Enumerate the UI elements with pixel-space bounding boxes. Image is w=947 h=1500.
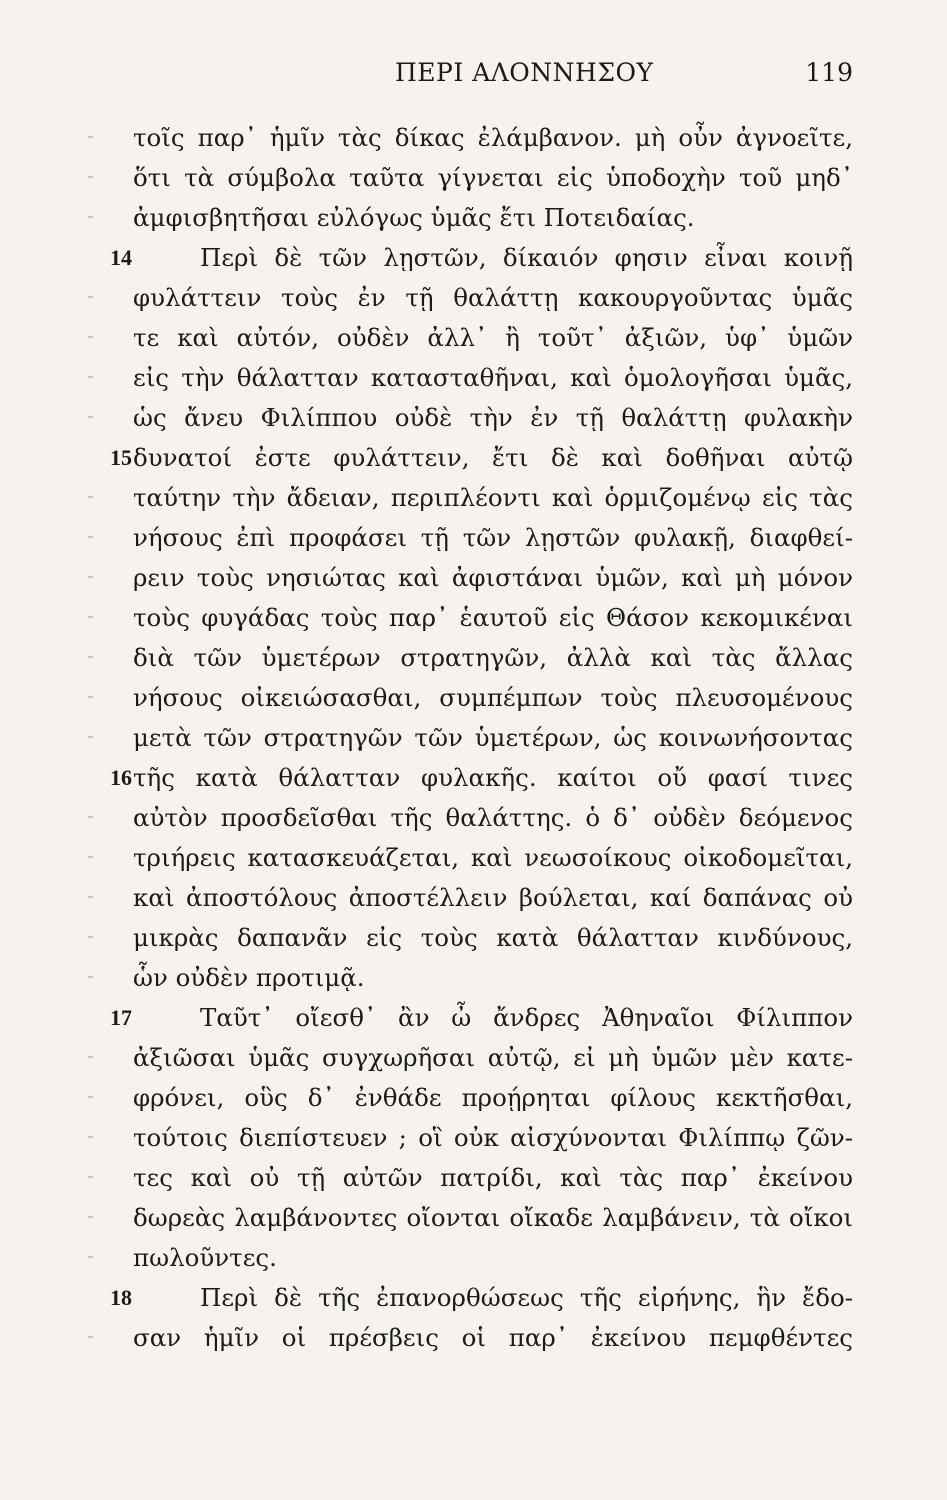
- margin-mark: [88, 576, 93, 578]
- text-line: [0, 242, 947, 282]
- text-line: [0, 1082, 947, 1122]
- line-text: ἀμφισβητῆσαι εὐλόγως ὑμᾶς ἔτι Ποτειδαίας.: [133, 203, 695, 232]
- text-line: [0, 202, 947, 242]
- line-text: Ταῦτ᾽ οἴεσθ᾽ ἂν ὦ ἄνδρες Ἀθηναῖοι Φίλιππον: [200, 1003, 853, 1032]
- text-line: [0, 282, 947, 322]
- margin-mark: [88, 376, 93, 378]
- text-line: [0, 322, 947, 362]
- text-line: [0, 1202, 947, 1242]
- page-header: [0, 58, 947, 94]
- margin-mark: [88, 1096, 93, 1098]
- text-line: [0, 1162, 947, 1202]
- section-number: 15: [110, 445, 132, 470]
- margin-mark: [88, 696, 93, 698]
- text-line: [0, 1282, 947, 1322]
- text-line: [0, 682, 947, 722]
- line-text: φυλάττειν τοὺς ἐν τῇ θαλάττῃ κακουργοῦντας ὑμᾶς: [133, 283, 853, 312]
- margin-mark: [88, 136, 93, 138]
- line-text: τούτοις διεπίστευεν ; οἳ οὐκ αἰσχύνονται Φιλίππῳ ζῶν-: [133, 1123, 853, 1152]
- line-text: τοῖς παρ᾽ ἡμῖν τὰς δίκας ἐλάμβανον. μὴ οὖν ἀγνοεῖτε,: [133, 123, 853, 152]
- line-text: μικρὰς δαπανᾶν εἰς τοὺς κατὰ θάλατταν κινδύνους,: [133, 923, 853, 952]
- line-text: σαν ἡμῖν οἱ πρέσβεις οἱ παρ᾽ ἐκείνου πεμφθέντες: [133, 1323, 853, 1352]
- margin-mark: [88, 1176, 93, 1178]
- line-text: τες καὶ οὐ τῇ αὐτῶν πατρίδι, καὶ τὰς παρ᾽ ἐκείνου: [133, 1163, 853, 1192]
- line-text: πωλοῦντες.: [133, 1243, 277, 1272]
- text-line: [0, 402, 947, 442]
- text-line: [0, 962, 947, 1002]
- margin-mark: [88, 616, 93, 618]
- line-text: εἰς τὴν θάλατταν κατασταθῆναι, καὶ ὁμολογῆσαι ὑμᾶς,: [133, 363, 853, 392]
- section-number: 17: [110, 1005, 132, 1030]
- running-title: ΠΕΡΙ ΑΛΟΝΝΗΣΟΥ: [395, 58, 654, 87]
- margin-mark: [88, 1216, 93, 1218]
- line-text: ὧν οὐδὲν προτιμᾷ.: [133, 963, 365, 992]
- line-text: δυνατοί ἐστε φυλάττειν, ἔτι δὲ καὶ δοθῆναι αὐτῷ: [133, 443, 853, 472]
- margin-mark: [88, 416, 93, 418]
- text-line: [0, 1122, 947, 1162]
- line-text: ταύτην τὴν ἄδειαν, περιπλέοντι καὶ ὁρμιζομένῳ εἰς τὰς: [133, 483, 853, 512]
- section-number: 18: [110, 1285, 132, 1310]
- text-line: [0, 802, 947, 842]
- text-line: [0, 1042, 947, 1082]
- text-line: [0, 562, 947, 602]
- text-line: [0, 482, 947, 522]
- text-line: [0, 842, 947, 882]
- line-text: ὡς ἄνευ Φιλίππου οὐδὲ τὴν ἐν τῇ θαλάττῃ φυλακὴν: [133, 403, 853, 432]
- line-text: τοὺς φυγάδας τοὺς παρ᾽ ἑαυτοῦ εἰς Θάσον κεκομικέναι: [133, 603, 853, 632]
- section-number: 14: [110, 245, 132, 270]
- line-text: Περὶ δὲ τῶν λῃστῶν, δίκαιόν φησιν εἶναι κοινῇ: [200, 243, 853, 272]
- margin-mark: [88, 656, 93, 658]
- text-line: [0, 442, 947, 482]
- page-number: 119: [805, 58, 853, 87]
- text-line: [0, 1322, 947, 1362]
- text-line: [0, 1002, 947, 1042]
- line-text: διὰ τῶν ὑμετέρων στρατηγῶν, ἀλλὰ καὶ τὰς ἄλλας: [133, 643, 853, 672]
- text-line: [0, 642, 947, 682]
- text-line: [0, 122, 947, 162]
- line-text: νήσους οἰκειώσασθαι, συμπέμπων τοὺς πλευσομένους: [133, 683, 853, 712]
- section-number: 16: [110, 765, 132, 790]
- text-line: [0, 762, 947, 802]
- margin-mark: [88, 896, 93, 898]
- margin-mark: [88, 1336, 93, 1338]
- text-line: [0, 722, 947, 762]
- line-text: τῆς κατὰ θάλατταν φυλακῆς. καίτοι οὔ φασί τινες: [133, 763, 853, 792]
- text-line: [0, 162, 947, 202]
- margin-mark: [88, 336, 93, 338]
- line-text: καὶ ἀποστόλους ἀποστέλλειν βούλεται, καί δαπάνας οὐ: [133, 883, 853, 912]
- line-text: αὐτὸν προσδεῖσθαι τῆς θαλάττης. ὁ δ᾽ οὐδὲν δεόμενος: [133, 803, 853, 832]
- margin-mark: [88, 856, 93, 858]
- text-line: [0, 362, 947, 402]
- margin-mark: [88, 976, 93, 978]
- line-text: δωρεὰς λαμβάνοντες οἴονται οἴκαδε λαμβάνειν, τὰ οἴκοι: [133, 1203, 853, 1232]
- line-text: ὅτι τὰ σύμβολα ταῦτα γίγνεται εἰς ὑποδοχὴν τοῦ μηδ᾽: [133, 163, 853, 192]
- text-line: [0, 882, 947, 922]
- margin-mark: [88, 1136, 93, 1138]
- line-text: Περὶ δὲ τῆς ἐπανορθώσεως τῆς εἰρήνης, ἣν ἔδο-: [200, 1283, 853, 1312]
- line-text: ἀξιῶσαι ὑμᾶς συγχωρῆσαι αὐτῷ, εἰ μὴ ὑμῶν μὲν κατε-: [133, 1043, 853, 1072]
- text-line: [0, 602, 947, 642]
- margin-mark: [88, 536, 93, 538]
- margin-mark: [88, 296, 93, 298]
- margin-mark: [88, 496, 93, 498]
- line-text: μετὰ τῶν στρατηγῶν τῶν ὑμετέρων, ὡς κοινωνήσοντας: [133, 723, 853, 752]
- margin-mark: [88, 216, 93, 218]
- line-text: ρειν τοὺς νησιώτας καὶ ἀφιστάναι ὑμῶν, καὶ μὴ μόνον: [133, 563, 853, 592]
- margin-mark: [88, 1056, 93, 1058]
- text-line: [0, 922, 947, 962]
- margin-mark: [88, 736, 93, 738]
- line-text: φρόνει, οὓς δ᾽ ἐνθάδε προῄρηται φίλους κεκτῆσθαι,: [133, 1083, 853, 1112]
- text-line: [0, 522, 947, 562]
- margin-mark: [88, 816, 93, 818]
- line-text: νήσους ἐπὶ προφάσει τῇ τῶν λῃστῶν φυλακῇ, διαφθεί-: [133, 523, 853, 552]
- line-text: τριήρεις κατασκευάζεται, καὶ νεωσοίκους οἰκοδομεῖται,: [133, 843, 853, 872]
- margin-mark: [88, 1256, 93, 1258]
- line-text: τε καὶ αὐτόν, οὐδὲν ἀλλ᾽ ἢ τοῦτ᾽ ἀξιῶν, ὑφ᾽ ὑμῶν: [133, 323, 853, 352]
- margin-mark: [88, 176, 93, 178]
- text-line: [0, 1242, 947, 1282]
- margin-mark: [88, 936, 93, 938]
